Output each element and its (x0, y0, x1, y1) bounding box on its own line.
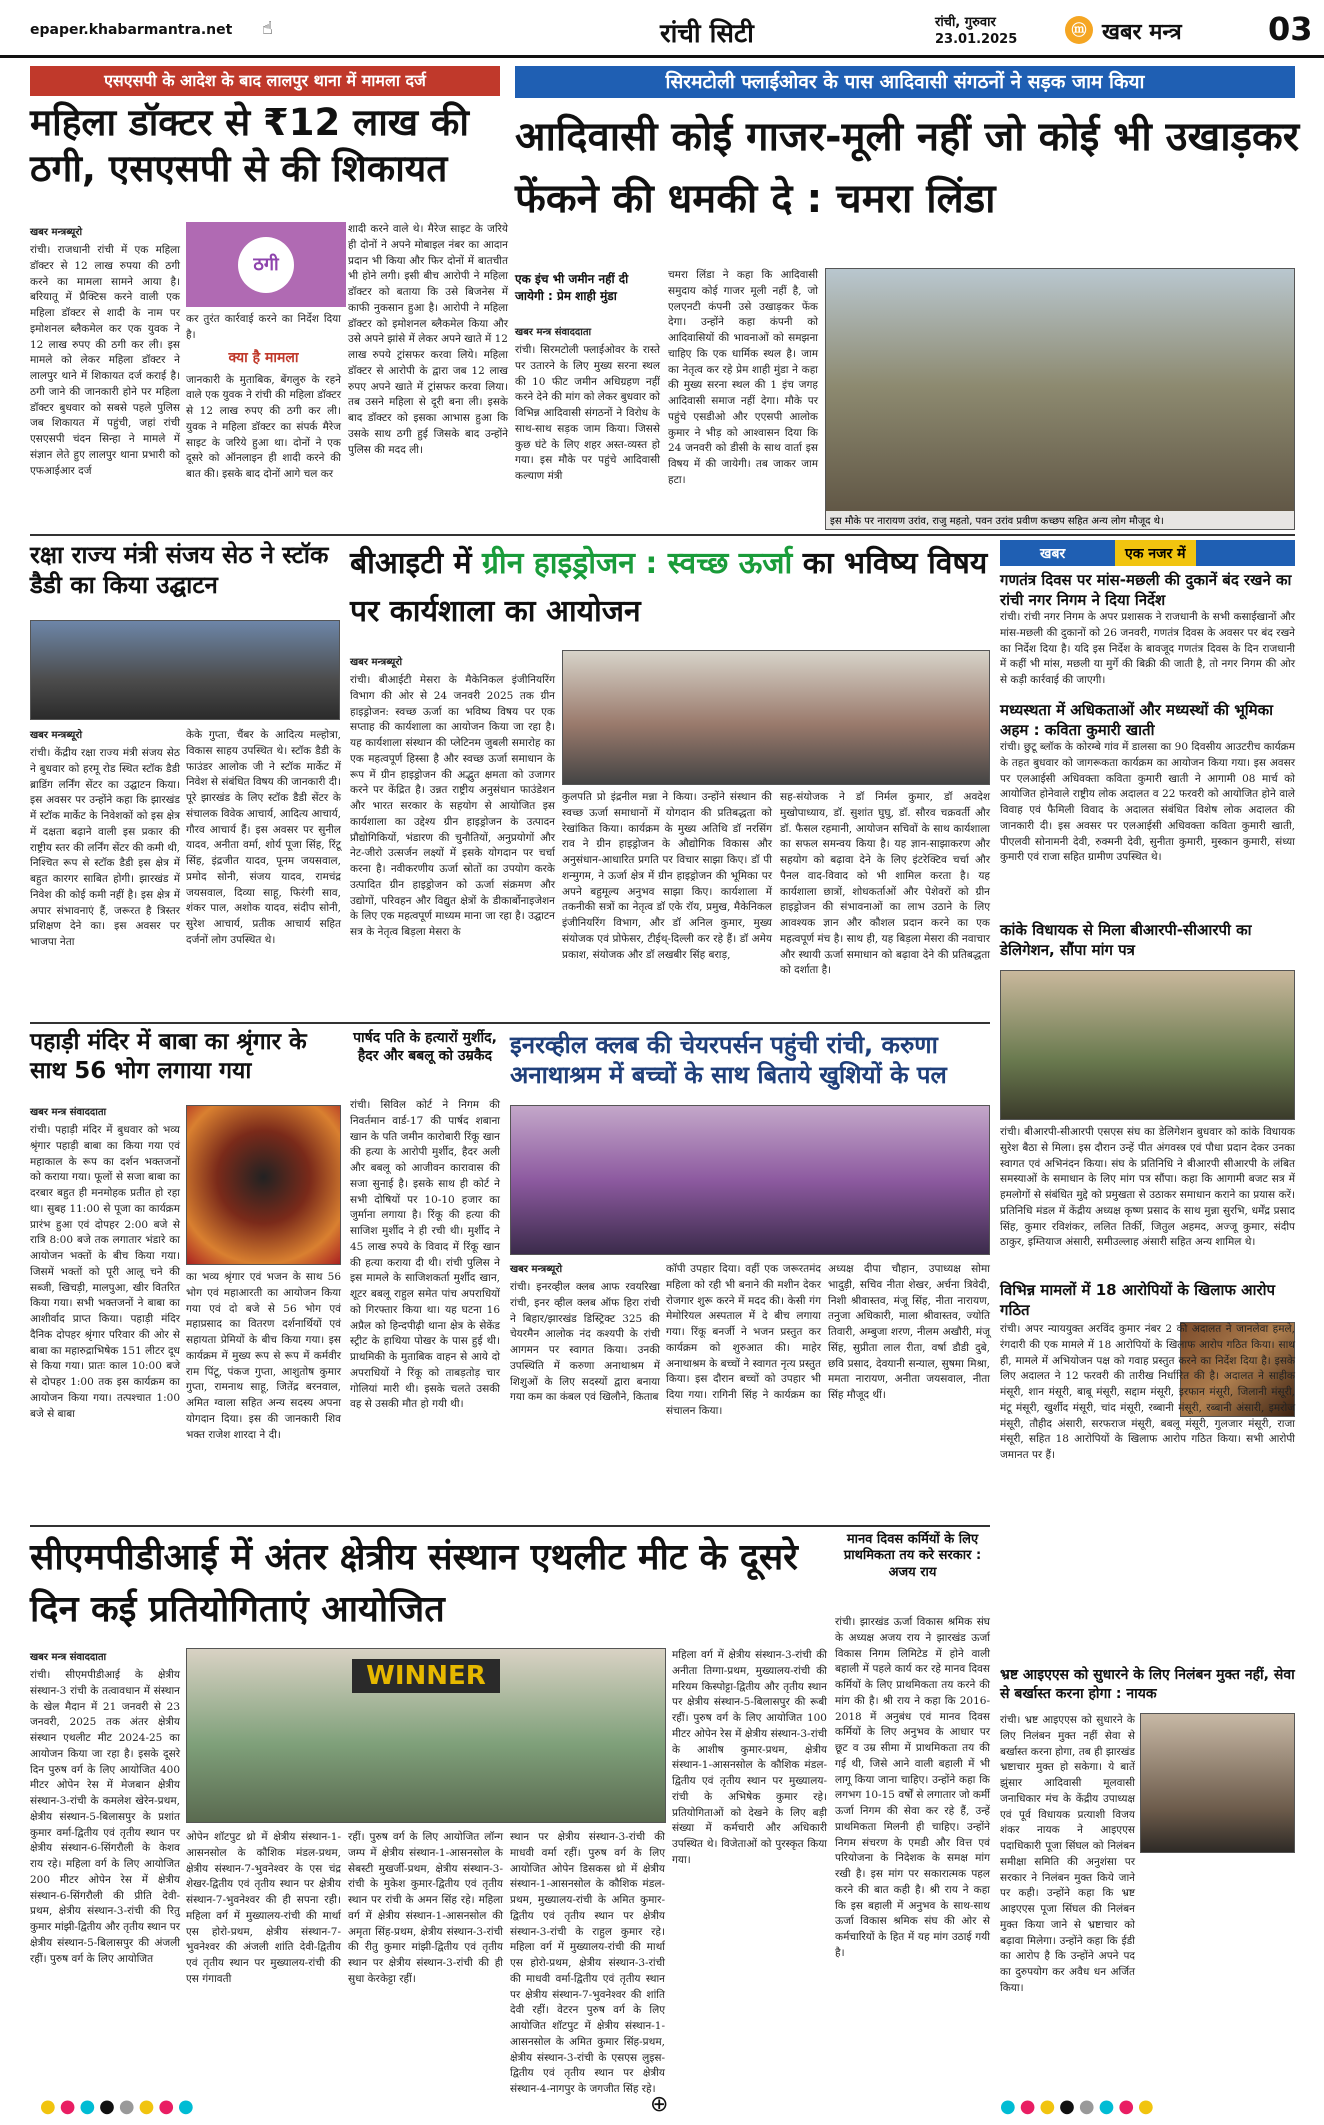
brief-item4-body: रांची। अपर न्याययुक्त अरविंद कुमार नंबर 2 की अदालत ने जानलेवा हमले, रंगदारी की एक मामले में 18 आरोपियों के खिलाफ आरोप गठित किया। साथ ही, मामले में अभियोजन पक्ष को गवाह प्रस्तुत करने का निर्देश दिया है। इसके लिए अदालत ने 12 फरवरी की तारीख निर्धारित की है। अदालत ने साहीक मंसूरी, शान मंसूरी, बाबू मंसूरी, सद्दाम मंसूरी, इरफान मंसूरी, जिलानी मंसूरी, मंटू मंसूरी, खुर्शीद मंसूरी, चांद मंसूरी, रब्बानी मंसूरी, रब्बानी अंसारी, इमरोज मंसूरी, तौहीद अंसारी, सरफराज मंसूरी, बबलू मंसूरी, गुलजार मंसूरी, राजा मंसूरी, सहित 18 आरोपियों के खिलाफ आरोप गठित किया। सभी आरोपी जमानत पर हैं। (1000, 1323, 1295, 1461)
brand-name: खबर मन्त्र (1102, 20, 1182, 45)
doctor-byline: खबर मन्त्रब्यूरो (30, 227, 83, 238)
thugi-label: ठगी (238, 237, 294, 293)
chamra-photo (825, 268, 1295, 530)
cmpdi-col4 (510, 1830, 665, 2095)
labour-headline: मानव दिवस कर्मियों के लिए प्राथमिकता तय करे सरकार : अजय राय (843, 1532, 982, 1580)
cmpdi-col2 (186, 1830, 341, 2080)
doctor-col2-text: जानकारी के मुताबिक, बेंगलुरु के रहने वाले एक युवक ने रांची की महिला डॉक्टर से 12 लाख रुपए की ठगी कर ली। युवक ने महिला डॉक्टर का संपर्क मैरेज साइट के जरिये हुआ था। दोनों ने एक दूसरे को ऑनलाइन ही शादी करने की बात की। इसके बाद दोनों आगे चल कर (186, 373, 341, 480)
innerwheel-col2-text: कॉपी उपहार दिया। वहीं एक जरूरतमंद महिला को रही भी बनाने की मशीन देकर रोजगार शुरू करने में मदद की। केसी गंग मेमोरियल अस्पताल में दे बीच लगाया गया। रिंकू बनर्जी ने भजन प्रस्तुत कर कार्यक्रम को शुरुआत की। माहेर अनाथाश्रम के बच्चों ने स्वागत नृत्य प्रस्तुत किया। इस दौरान बच्चों को उपहार भी दिया गया। रागिनी सिंह ने कार्यक्रम का संचालन किया। (666, 1263, 821, 1417)
doctor-col3 (348, 222, 508, 525)
date-line2: 23.01.2025 (935, 32, 1018, 47)
brief-kicker-left: खबर (1040, 546, 1066, 562)
chamra-byline: खबर मन्त्र संवाददाता (515, 327, 592, 338)
thugi-graphic (186, 222, 346, 307)
mandir-photo (186, 1105, 341, 1265)
innerwheel-col3 (828, 1262, 990, 1522)
brief-item3-photo (1000, 970, 1295, 1120)
doctor-col1-text: रांची। राजधानी रांची में एक महिला डॉक्टर से 12 लाख रुपया की ठगी करने का मामला सामने आया है। बरियातू में प्रैक्टिस करने वाली एक महिला डॉक्टर से शादी के नाम पर इमोशनल ब्लैकमेल कर एक युवक ने 12 लाख रुपए की ठगी कर ली। इस मामले को लेकर महिला डॉक्टर ने लालपुर थाने में शिकायत दर्ज कराई है। ठगी जाने की जानकारी होने पर महिला डॉक्टर बुधवार को सबसे पहले पुलिस जब शिकायत में पहुंची, जहां रांची एसएसपी चंदन सिन्हा ने मामले में संज्ञान लेते हुए लालपुर थाना प्रभारी को एफआईआर दर्ज (30, 244, 180, 477)
cmpdi-col2-text: ओपेन शॉटपुट थ्रो में क्षेत्रीय संस्थान-1-आसनसोल के कौशिक मंडल-प्रथम, क्षेत्रीय संस्थान-7-भुवनेश्वर के एस चंद्र शेखर-द्वितीय एवं तृतीय स्थान पर क्षेत्रीय संस्थान-7-भुवनेश्वर की ही सपना रही। महिला वर्ग में मुख्यालय-रांची की मार्था एस होरो-प्रथम, क्षेत्रीय संस्थान-7-भुवनेश्वर की अंजली शांति देवी-द्वितीय एवं तृतीय स्थान पर मुख्यालय-रांची की एस गंगावती (186, 1831, 341, 1985)
brief-item3-hl: कांके विधायक से मिला बीआरपी-सीआरपी का डेलिगेशन, सौंपा मांग पत्र (1000, 921, 1252, 959)
bit-col1-text: रांची। बीआईटी मेसरा के मैकेनिकल इंजीनियरिंग विभाग की ओर से 24 जनवरी 2025 तक ग्रीन हाइड्रोजन: स्वच्छ ऊर्जा का भविष्य विषय पर एक सप्ताह की कार्यशाला का आयोजन किया जा रहा है। यह कार्यशाला संस्थान की प्लेटिनम जुबली समारोह का एक महत्वपूर्ण हिस्सा है और स्वच्छ ऊर्जा समाधान के रूप में ग्रीन हाइड्रोजन की अद्भुत क्षमता को उजागर करने पर केंद्रित है। उन्नत राष्ट्रीय अनुसंधान फाउंडेशन और भारत सरकार के सहयोग से आयोजित इस कार्यशाला का उद्देश्य ग्रीन हाइड्रोजन के उत्पादन प्रौद्योगिकियों, भंडारण की चुनौतियों, अनुप्रयोगों और नेट-जीरो उत्सर्जन लक्ष्यों में इसके योगदान पर चर्चा करना है। नवीकरणीय ऊर्जा स्रोतों का उपयोग करके उत्पादित ग्रीन हाइड्रोजन को ऊर्जा संक्रमण और उद्योगों, परिवहन और विद्युत क्षेत्रों के डीकार्बोनाइजेशन के लिए एक महत्वपूर्ण माध्यम माना जा रहा है। उद्घाटन सत्र के नेतृत्व बिड़ला मेसरा के (350, 674, 555, 938)
cmpdi-col3 (348, 1830, 503, 2080)
divider-2 (30, 1022, 990, 1024)
brief-item2-body: रांची। छुटू ब्लॉक के कोरम्बे गांव में डालसा का 90 दिवसीय आउटरीच कार्यक्रम के तहत बुधवार को जागरूकता कार्यक्रम का आयोजन किया गया। इस अवसर पर एलआईसी अधिवक्ता कविता कुमारी खाती ने आगामी 08 मार्च को आयोजित होनेवाले राष्ट्रीय लोक अदालत व 22 फरवरी को आयोजित होने वाले विवाह एवं फैमिली विवाद के अदालत संबंधित विशेष लोक अदालत की जानकारी दी। इस अवसर पर एलआईसी अधिवक्ता कविता कुमारी खाती, पीएलवी सोनामनी देवी, रुक्मनी देवी, सुनीता कुमारी, मुस्कान कुमारी, संध्या कुमारी एवं राजा सहित ग्रामीण उपस्थित थे। (1000, 741, 1295, 864)
chamra-photo-caption: इस मौके पर नारायण उरांव, राजु महतो, पवन उरांव प्रवीण कच्छप सहित अन्य लोग मौजूद थे। (826, 511, 1294, 529)
innerwheel-col1 (510, 1262, 660, 1522)
cmpdi-byline: खबर मन्त्र संवाददाता (30, 1652, 107, 1663)
brief-item3-body: रांची। बीआरपी-सीआरपी एसएस संघ का डेलिगेशन बुधवार को कांके विधायक सुरेश बैठा से मिला। इस दौरान उन्हें पीत अंगवस्त्र एवं पौधा प्रदान देकर उनका स्वागत एवं अभिनंदन किया। संघ के प्रतिनिधि ने बीआरपी सीआरपी के लंबित समस्याओं के समाधान के लिए मांग पत्र सौंपा। कहा कि आगामी बजट सत्र में हमलोगों से संबंधित मुद्दे को प्रमुखता से उठाकर समाधान कराने का प्रयास करें। प्रतिनिधि मंडल में केंद्रीय अध्यक्ष कृष्ण प्रसाद के साथ मुन्ना सुरभि, धर्मेंद्र प्रसाद सिंह, कुमार रविशंकर, ललित तिर्की, जितुल अहमद, अज्जू कुमार, संदीप ठाकुर, इम्तियाज अंसारी, समीउल्लाह अंसारी सहित अन्य शामिल थे। (1000, 1126, 1295, 1249)
brief-item1-body: रांची। रांची नगर निगम के अपर प्रशासक ने राजधानी के सभी कसाईखानों और मांस-मछली की दुकानों को 26 जनवरी, गणतंत्र दिवस के अवसर पर बंद रखने का निर्देश दिया है। यदि इस निर्देश के बावजूद गणतंत्र दिवस के दिन राजधानी में कहीं भी मांस, मछली या मुर्गे की बिक्री की जाती है, तो नगर निगम की ओर से कड़ी कार्रवाई की जाएगी। (1000, 611, 1295, 686)
cmpdi-col1-text: रांची। सीएमपीडीआई के क्षेत्रीय संस्थान-3 रांची के तत्वावधान में संस्थान के खेल मैदान में 21 जनवरी से 23 जनवरी, 2025 तक अंतर क्षेत्रीय संस्थान एथलीट मीट 2024-25 का आयोजन किया जा रहा है। इसके दूसरे दिन पुरुष वर्ग के लिए आयोजित 400 मीटर ओपेन रेस में मेजबान क्षेत्रीय संस्थान-3-रांची के कमलेश खेरेन-प्रथम, क्षेत्रीय संस्थान-5-बिलासपुर के प्रशांत कुमार वर्मा-द्वितीय एवं तृतीय स्थान पर क्षेत्रीय संस्थान-6-सिंगरौली के केशव राय रहे। महिला वर्ग के लिए आयोजित 200 मीटर ओपेन रेस में क्षेत्रीय संस्थान-6-सिंगरौली की प्रीति देवी-प्रथम, क्षेत्रीय संस्थान-3-रांची की रितु कुमार मांझी-द्वितीय और तृतीय स्थान पर क्षेत्रीय संस्थान-5-बिलासपुर की अंजली रहीं। पुरुष वर्ग के लिए आयोजित (30, 1669, 181, 1965)
date-line1: रांची, गुरुवार (935, 15, 996, 30)
brief-item5-hl: भ्रष्ट आइएएस को सुधारने के लिए निलंबन मुक्त नहीं, सेवा से बर्खास्त करना होगा : नायक (1000, 1667, 1295, 1702)
doctor-kicker: एसएसपी के आदेश के बाद लालपुर थाना में मामला दर्ज (30, 66, 500, 96)
mandir-col1 (30, 1105, 180, 1520)
innerwheel-byline: खबर मन्त्रब्यूरो (510, 1264, 563, 1275)
sanjay-byline: खबर मन्त्रब्यूरो (30, 730, 83, 741)
cmpdi-col5-text: महिला वर्ग में क्षेत्रीय संस्थान-3-रांची की अनीता तिग्गा-प्रथम, मुख्यालय-रांची की मरियम किस्पोट्टा-द्वितीय और तृतीय स्थान पर क्षेत्रीय संस्थान-5-बिलासपुर की रूबी रहीं। पुरुष वर्ग के लिए आयोजित 100 मीटर ओपेन रेस में क्षेत्रीय संस्थान-3-रांची के आशीष कुमार-प्रथम, क्षेत्रीय संस्थान-1-आसनसोल के कौशिक मंडल-द्वितीय एवं तृतीय स्थान पर मुख्यालय-रांची के अभिषेक कुमार रहे। प्रतियोगिताओं को देखने के लिए बड़ी संख्या में कर्मचारी और अधिकारी उपस्थित थे। विजेताओं को पुरस्कृत किया गया। (672, 1649, 827, 1866)
bit-col2-text: कुलपति प्रो इंद्रनील मन्ना ने किया। उन्होंने संस्थान की स्वच्छ ऊर्जा समाधानों में योगदान की प्रतिबद्धता को रेखांकित किया। कार्यक्रम के मुख्य अतिथि डॉ नरसिंग राव ने ग्रीन हाइड्रोजन के औद्योगिक विकास और अनुसंधान-आधारित प्रगति पर विचार साझा किए। डॉ पी शन्मुगम, ने ऊर्जा क्षेत्र में ग्रीन हाइड्रोजन की भूमिका पर अपने बहुमूल्य अनुभव साझा किए। कार्यशाला में तकनीकी सत्रों का नेतृत्व डॉ एके रॉय, प्रमुख, मैकेनिकल इंजीनियरिंग विभाग, और डॉ अनिल कुमार, मुख्य संयोजक एवं प्रोफेसर, टीईथ्-दिल्ली कर रहे हैं। डॉ अमेय प्रकाश, संयोजक और डॉ लखबीर सिंह बराड़, (562, 791, 772, 961)
bit-col1 (350, 655, 555, 1015)
doctor-headline: महिला डॉक्टर से ₹12 लाख की ठगी, एसएसपी से की शिकायत (30, 101, 469, 191)
sanjay-photo (30, 620, 340, 720)
cmpdi-col5 (672, 1648, 827, 2080)
doctor-col3-text: शादी करने वाले थे। मैरेज साइट के जरिये ही दोनों ने अपने मोबाइल नंबर का आदान प्रदान भी किया और फिर दोनों में बातचीत भी होने लगी। इसी बीच आरोपी ने महिला डॉक्टर को बताया कि उसे बिजनेस में काफी नुकसान हुआ है। आरोपी ने महिला डॉक्टर को इमोशनल ब्लैकमेल किया और उसे अपने झांसे में लेकर अपने खाते में 12 लाख रुपये ट्रांसफर करवा लिये। महिला डॉक्टर से आरोपी के द्वारा जब 12 लाख रुपए अपने खाते में ट्रांसफर करवा लिया। तब उसने महिला से दूरी बना ली। इसके बाद डॉक्टर को इसका आभास हुआ कि उसके साथ ठगी हुई जिसके बाद उन्होंने पुलिस की मदद ली। (348, 223, 508, 456)
bit-headline-green: ग्रीन हाइड्रोजन : स्वच्छ ऊर्जा (482, 546, 793, 581)
bit-byline: खबर मन्त्रब्यूरो (350, 657, 403, 668)
murder-body: रांची। सिविल कोर्ट ने निगम की निवर्तमान वार्ड-17 की पार्षद शबाना खान के पति जमीन कारोबारी रिंकू खान की हत्या के आरोपी मुर्शीद, हैदर अली और बबलू को आजीवन कारावास की सजा सुनाई है। इसके साथ ही कोर्ट ने सभी दोषियों पर 10-10 हजार का जुर्माना लगाया है। रिंकू की हत्या की साजिश मुर्शीद ने ही रची थी। मुर्शीद ने 45 लाख रुपये के विवाद में रिंकू खान की हत्या कराया दी थी। रांची पुलिस ने इस मामले के साजिशकर्ता मुर्शीद खान, शूटर बबलू राहुल समेत पांच अपराधियों को गिरफ्तार किया था। यह घटना 16 अप्रैल को हिन्दपीढ़ी थाना क्षेत्र के सेकेंड स्ट्रीट के हाथिया पोखर के पास हुई थी। प्राथमिकी के मुताबिक वाहन से आये दो अपराधियों ने रिंकू को ताबड़तोड़ चार गोलियां मारी थी। इसके चलते उसकी वह से उसकी मौत हो गयी थी। (350, 1099, 500, 1411)
mandir-col1-text: रांची। पहाड़ी मंदिर में बुधवार को भव्य श्रृंगार पहाड़ी बाबा का किया गया एवं महाकाल के रूप का दर्शन भक्तजनों को कराया गया। फूलों से सजा बाबा का दरबार बहुत ही मनमोहक प्रतीत हो रहा था। सुबह 11:00 से पूजा का कार्यक्रम प्रारंभ हुआ एवं दोपहर 2:00 बजे से रात्रि 8:00 बजे तक लगातार भंडारे का आयोजन भक्तों के बीच किया गया। जिसमें भक्तों को पूरी आलू चने की सब्जी, खिचड़ी, मालपुआ, खीर वितरित किया गया। सभी भक्तजनों ने बाबा का आशीर्वाद प्राप्त किया। पहाड़ी मंदिर दैनिक दोपहर श्रृंगार परिवार की ओर से बाबा का महारुद्राभिषेक 151 लीटर दूध से किया गया। प्रातः काल 10:00 बजे से दोपहर 1:00 तक इस कार्यक्रम का आयोजन किया गया। तत्पश्चात 1:00 बजे से बाबा (30, 1124, 180, 1420)
mandir-col2 (186, 1270, 341, 1520)
doctor-subhead: क्या है मामला (228, 349, 299, 366)
chamra-headline: आदिवासी कोई गाजर-मूली नहीं जो कोई भी उखाड़कर फेंकने की धमकी दे : चमरा लिंडा (515, 114, 1300, 222)
cmpdi-photo (186, 1648, 666, 1823)
chamra-col1 (515, 325, 660, 525)
bit-headline-post: का भविष्य विषय पर कार्यशाला का आयोजन (350, 546, 988, 629)
murder-headline: पार्षद पति के हत्यारों मुर्शीद, हैदर और बबलू को उम्रकैद (353, 1030, 497, 1064)
sanjay-col1 (30, 728, 180, 1018)
cursor-icon: ☝ (262, 18, 273, 39)
innerwheel-photo (510, 1105, 990, 1255)
chamra-col2 (668, 268, 818, 525)
mandir-col2-text: का भव्य श्रृंगार एवं भजन के साथ 56 भोग एवं महाआरती का आयोजन किया गया एवं दो बजे से 56 भोग एवं महाप्रसाद का वितरण दर्शनार्थियों एवं सहायता प्रेमियों के बीच किया गया। इस कार्यक्रम में मुख्य रूप से रूप में कर्मवीर राम पिंटू, पंकज गुप्ता, आशुतोष कुमार गुप्ता, रामनाथ साहू, जितेंद्र बरनवाल, अमित ग्वाला सहित अन्य सदस्य अपना योगदान दिया। इस की जानकारी शिव भक्त राजेश शारदा ने दी। (186, 1271, 341, 1441)
sanjay-col2 (186, 728, 341, 1018)
doctor-col2 (186, 312, 341, 525)
cmpdi-col3-text: रहीं। पुरुष वर्ग के लिए आयोजित लॉन्ग जम्प में क्षेत्रीय संस्थान-1-आसनसोल के सेबस्टी मुखर्जी-प्रथम, क्षेत्रीय संस्थान-3-रांची के मुकेश कुमार-द्वितीय एवं तृतीय स्थान पर रांची के अमन सिंह रहे। महिला वर्ग में क्षेत्रीय संस्थान-1-आसनसोल की अमृता सिंह-प्रथम, क्षेत्रीय संस्थान-3-रांची की रीतु कुमार मांझी-द्वितीय एवं तृतीय स्थान पर क्षेत्रीय संस्थान-3-रांची की ही सुधा केरकेट्टा रहीं। (348, 1831, 503, 1985)
bit-headline-pre: बीआइटी में (350, 546, 483, 581)
innerwheel-headline: इनरव्हील क्लब की चेयरपर्सन पहुंची रांची, करुणा अनाथाश्रम में बच्चों के साथ बिताये खुशियों के पल (510, 1031, 947, 1089)
doctor-col1 (30, 225, 180, 525)
sanjay-col1-text: रांची। केंद्रीय रक्षा राज्य मंत्री संजय सेठ ने बुधवार को हरमू रोड स्थित स्टॉक डैडी ब्राडिंग लर्निंग सेंटर का उद्घाटन किया। इस अवसर पर उन्होंने कहा कि झारखंड में स्टॉक मार्केट के निवेशकों को इस क्षेत्र में दक्षता बढ़ाने वाली इस प्रकार की राष्ट्रीय स्तर की लर्निंग सेंटर की कमी थी, निश्चित रूप से स्टॉक डैडी इस क्षेत्र में बहुत कारगर साबित होगी। झारखंड में निवेश की कोई कमी नहीं है। इस क्षेत्र में अपार संभावनाएं हैं, जरूरत है त्रिस्तर प्रशिक्षण देने का। इस अवसर पर भाजपा नेता (30, 747, 180, 948)
innerwheel-col1-text: रांची। इनरव्हील क्लब आफ रवयरिखा रांची, इनर व्हील क्लब ऑफ हिरा रांची ने बिहार/झारखंड डिस्ट्रिक्ट 325 की चेयरमैन आलोक नंद कश्यपी के रांची आगमन पर स्वागत किया। उनकी उपस्थिति में करुणा अनाथाश्रम में शिशुओं के लिए सदस्यों द्वारा बनाया गया कम का कंबल एवं खिलौने, किताब (510, 1281, 660, 1404)
doctor-col2-top: कर तुरंत कार्रवाई करने का निर्देश दिया है। (186, 313, 341, 341)
mandir-byline: खबर मन्त्र संवाददाता (30, 1107, 107, 1118)
section-title: रांची सिटी (660, 19, 754, 49)
chamra-col2-text: चमरा लिंडा ने कहा कि आदिवासी समुदाय कोई गाजर मूली नहीं है, जो एलएनटी कंपनी उसे उखाड़कर फेंक देगा। उन्होंने कहा कंपनी को आदिवासियों की भावनाओं को समझना चाहिए कि एक धार्मिक स्थल है। जाम का नेतृत्व कर रहे प्रेम शाही मुंडा ने कहा की मुख्य सरना स्थल की 1 इंच जगह आदिवासी समाज नहीं देगा। मौके पर पहुंचे एसडीओ और एएसपी आलोक कुमार ने भीड़ को आश्वासन दिया कि 24 जनवरी को डीसी के साथ वार्ता इस विषय में की जायेगी। तब जाकर जाम हटा। (668, 269, 818, 486)
brief-header (1000, 540, 1295, 566)
brief-item5-body: रांची। भ्रष्ट आइएएस को सुधारने के लिए निलंबन मुक्त नहीं सेवा से बर्खास्त करना होगा, तब ही झारखंड भ्रष्टाचार मुक्त हो सकेगा। ये बातें झुंसार आदिवासी मूलवासी जनाधिकार मंच के केंद्रीय उपाध्यक्ष एवं पूर्व विधायक प्रत्याशी विजय शंकर नायक ने आइएएस पदाधिकारी पूजा सिंघल को निलंबन समीक्षा समिति की अनुशंसा पर सरकार ने निलंबन मुक्त किये जाने पर कही। उन्होंने कहा कि भ्रष्ट आइएएस पूजा सिंघल की निलंबन मुक्त किया जाने से भ्रष्टाचार को बढ़ावा मिलेगा। उन्होंने कहा कि ईडी का आरोप है कि उन्होंने अपने पद का दुरुपयोग कर अवैध धन अर्जित किया। (1000, 1714, 1135, 1994)
website-url[interactable]: epaper.khabarmantra.net (30, 22, 233, 38)
brief-kicker-right: एक नजर में (1115, 540, 1196, 566)
cmpdi-banner: WINNER (352, 1659, 500, 1693)
sanjay-col2-text: केके गुप्ता, चैंबर के आदित्य मल्होत्रा, विकास साहय उपस्थित थे। स्टॉक डैडी के फाउंडर आलोक जी ने स्टॉक मार्केट में निवेश से संबंधित विषय की जानकारी दी। पूरे झारखंड के लिए स्टॉक डैडी सेंटर के संचालक विवेक आचार्य, आदित्य आचार्य, गौरव आचार्य हैं। इस अवसर पर सुनील यादव, अनीता वर्मा, शोर्य पूजा सिंह, रिंटू सिंह, इंद्रजीत यादव, पूनम जयसवाल, प्रमोद सोनी, संजय यादव, रामचंद्र जयसवाल, दिव्या साहू, फिरंगी साव, शंकर पाल, अशोक यादव, संदीप सोनी, सुरेश आचार्य, प्रतीक आचार्य सहित दर्जनों लोग उपस्थित थे। (186, 729, 341, 946)
divider-1 (30, 534, 1295, 536)
nayak-photo (1140, 1713, 1295, 1853)
bit-headline (350, 540, 990, 640)
brief-item2 (1000, 700, 1295, 920)
page-number: 03 (1268, 10, 1313, 48)
bit-col3 (780, 790, 990, 1015)
bit-col3-text: सह-संयोजक ने डॉ निर्मल कुमार, डॉ अवदेश मुखोपाध्याय, डॉ. सुशांत घुघु, डॉ. सौरव चक्रवर्ती और डॉ. फैसल रहमानी, आयोजन सचिवों के साथ कार्यशाला का सफल समन्वय किया है। यह ज्ञान-साझाकरण और सहयोग को बढ़ावा देने के लिए इंटरेक्टिव चर्चा और पैनल वाद-विवाद को भी शामिल करता है। यह कार्यशाला छात्रों, शोधकर्ताओं और पेशेवरों को ग्रीन हाइड्रोजन की संभावनाओं का लाभ उठाने के लिए आवश्यक ज्ञान और कौशल प्रदान करने का एक महत्वपूर्ण मंच है। साथ ही, यह बिड़ला मेसरा की नवाचार और स्थायी ऊर्जा समाधान को बढ़ावा देने की प्रतिबद्धता को दर्शाता है। (780, 791, 990, 977)
brief-item1-hl: गणतंत्र दिवस पर मांस-मछली की दुकानें बंद रखने का रांची नगर निगम ने दिया निर्देश (1000, 571, 1292, 609)
cmpdi-headline: सीएमपीडीआई में अंतर क्षेत्रीय संस्थान एथलीट मीट के दूसरे दिन कई प्रतियोगिताएं आयोजित (30, 1537, 798, 1631)
bit-photo (562, 650, 990, 785)
bit-col2 (562, 790, 772, 1015)
chamra-kicker: सिरमटोली फ्लाईओवर के पास आदिवासी संगठनों ने सड़क जाम किया (515, 66, 1295, 98)
chamra-sidebar-hl: एक इंच भी जमीन नहीं दी जायेगी : प्रेम शाही मुंडा (515, 272, 629, 303)
chamra-col1-text: रांची। सिरमटोली फ्लाईओवर के रास्ते पर उतारने के लिए मुख्य सरना स्थल की 10 फीट जमीन अधिग्रहण नहीं करने देने की मांग को लेकर बुधवार को विभिन्न आदिवासी संगठनों ने विरोध के साथ-साथ सड़क जाम किया। जिससे कुछ घंटे के लिए शहर अस्त-व्यस्त हो गया। इस मौके पर पहुंचे आदिवासी कल्याण मंत्री (515, 344, 660, 482)
labour-col1: रांची। झारखंड ऊर्जा विकास श्रमिक संघ के अध्यक्ष अजय राय ने झारखंड ऊर्जा विकास निगम लिमिटेड में होने वाली बहाली में पहले कार्य कर रहे मानव दिवस कर्मियों के लिए प्राथमिकता तय करने की मांग की है। श्री राय ने कहा कि 2016-2018 में अनुबंध एवं मानव दिवस कर्मियों के लिए अनुभव के आधार पर छूट व उम्र सीमा में प्राथमिकता तय की गई थी, जिसे आने वाली बहाली में भी लागू किया जाना चाहिए। उन्होंने कहा कि लगभग 10-15 वर्षों से लगातार जो कर्मी ऊर्जा निगम की सेवा कर रहे हैं, उन्हें प्राथमिकता मिलनी ही चाहिए। उन्होंने निगम संचरण के एमडी और वित्त एवं परियोजना के निदेशक के समक्ष मांग रखी है। इस मांग पर सकारात्मक पहल करने की बात कही है। श्री राय ने कहा कि इस बहाली में अनुभव के साथ-साथ ऊर्जा विकास श्रमिक संघ की ओर से कर्मचारियों के हित में यह मांग उठाई गयी है। (835, 1616, 990, 1959)
brief-item1 (1000, 570, 1295, 695)
innerwheel-col2 (666, 1262, 821, 1522)
brand-logo-icon: ⓜ (1065, 16, 1093, 44)
registration-mark-icon: ⊕ (650, 2092, 669, 2117)
print-color-strip (0, 2090, 1324, 2120)
mandir-headline: पहाड़ी मंदिर में बाबा का श्रृंगार के साथ 56 भोग लगाया गया (30, 1029, 307, 1084)
brief-item2-hl: मध्यस्थता में अधिकताओं और मध्यस्थों की भूमिका अहम : कविता कुमारी खाती (1000, 701, 1274, 739)
divider-3 (30, 1525, 990, 1527)
sanjay-headline: रक्षा राज्य मंत्री संजय सेठ ने स्टॉक डैडी का किया उद्घाटन (30, 541, 329, 599)
cmpdi-col4-text: स्थान पर क्षेत्रीय संस्थान-3-रांची की माधवी वर्मा रहीं। पुरुष वर्ग के लिए आयोजित ओपेन डिसकस थ्रो में क्षेत्रीय संस्थान-1-आसनसोल के कौशिक मंडल-प्रथम, मुख्यालय-रांची के अमित कुमार-द्वितीय एवं तृतीय स्थान पर क्षेत्रीय संस्थान-3-रांची के राहुल कुमार रहे। महिला वर्ग में मुख्यालय-रांची की मार्था एस होरो-प्रथम, क्षेत्रीय संस्थान-3-रांची की माधवी वर्मा-द्वितीय एवं तृतीय स्थान पर क्षेत्रीय संस्थान-7-भुवनेश्वर की शांति देवी रहीं। वेटरन पुरुष वर्ग के लिए आयोजित शॉटपुट में क्षेत्रीय संस्थान-1-आसनसोल के अमित कुमार सिंह-प्रथम, क्षेत्रीय संस्थान-3-रांची के एसएस लुइस-द्वितीय एवं तृतीय स्थान पर क्षेत्रीय संस्थान-4-नागपुर के जगजीत सिंह रहे। (510, 1831, 665, 2095)
innerwheel-col3-text: अध्यक्ष दीपा चौहान, उपाध्यक्ष सोमा भादुड़ी, सचिव नीता शेखर, अर्चना त्रिवेदी, निशी श्रीवास्तव, मंजू सिंह, नीता नारायण, तनुजा अधिकारी, माला श्रीवास्तव, ज्योति तिवारी, अम्बुजा शरण, नीलम अखौरी, मंजू सिंह, सुप्रीता लाल रीता, वर्षा डौडी दुबे, छवि प्रसाद, देवयानी सन्याल, सुषमा मिश्रा, ममता नारायण, अनीता जयसवाल, नीता सिंह मौजूद थीं। (828, 1263, 990, 1401)
brief-item4-hl: विभिन्न मामलों में 18 आरोपियों के खिलाफ आरोप गठित (1000, 1281, 1275, 1319)
color-dots-right: ●●●●●●●● (1000, 2096, 1158, 2117)
cmpdi-col1 (30, 1650, 180, 2080)
color-dots-left: ●●●●●●●● (40, 2096, 198, 2117)
masthead (0, 0, 1324, 58)
